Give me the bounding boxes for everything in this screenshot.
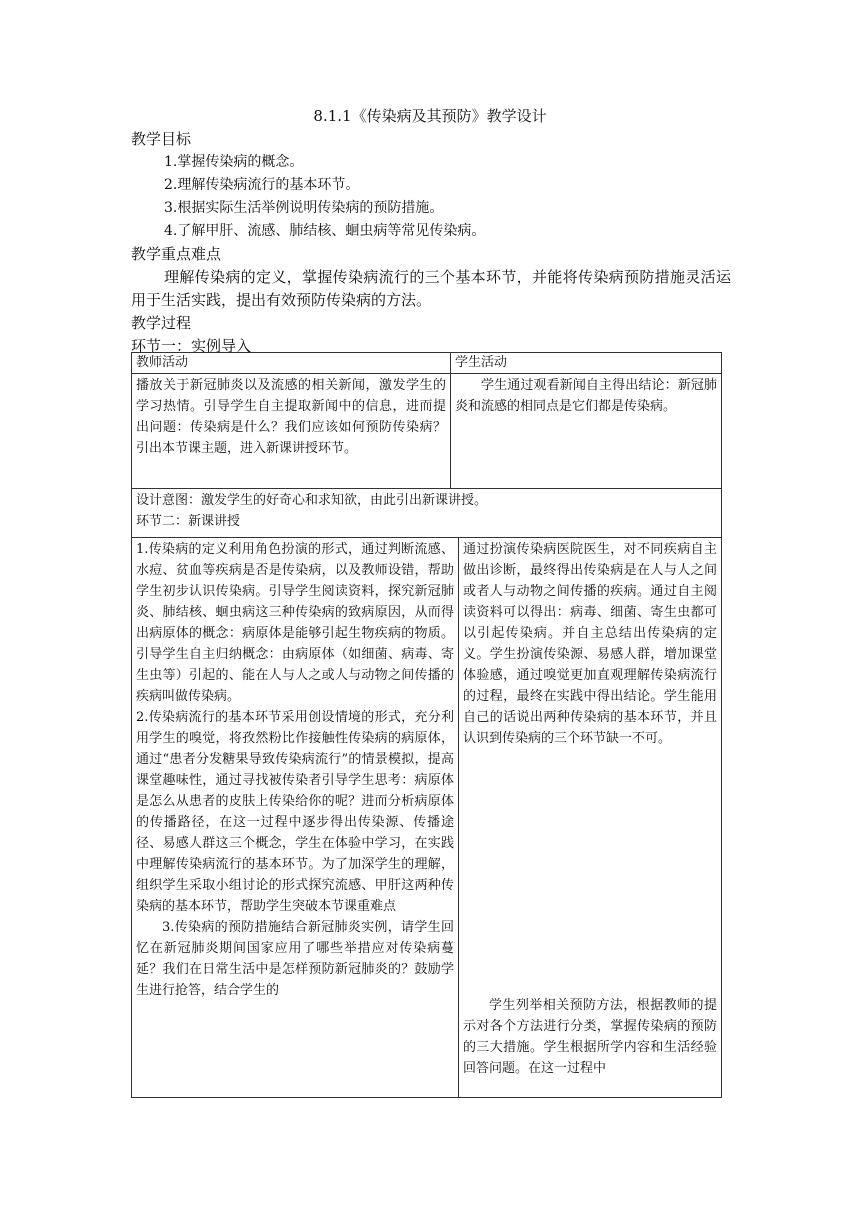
objectives-heading: 教学目标: [131, 130, 192, 148]
table-rule: [132, 488, 721, 489]
key-points-heading: 教学重点难点: [131, 245, 222, 263]
design-intent-cell: [132, 490, 721, 537]
student-paragraph: 学生列举相关预防方法，根据教师的提示对各个方法进行分类，掌握传染病的预防的三大措施。学生根据所学内容和生活经验回答问题。在这一过程中: [463, 998, 717, 1076]
design-intent-text: 设计意图：激发学生的好奇心和求知欲，由此引出新课讲授。: [136, 493, 488, 508]
activity-table: [131, 352, 722, 1098]
objective-item: 2.理解传染病流行的基本环节。: [164, 177, 360, 193]
document-title: 8.1.1《传染病及其预防》教学设计: [313, 107, 547, 125]
table-rule: [132, 373, 721, 374]
key-points-text: 理解传染病的定义，掌握传染病流行的三个基本环节，并能将传染病预防措施灵活运用于生活实践，提出有效预防传染病的方法。: [131, 268, 731, 309]
objectives-section: [131, 128, 731, 358]
table-rule: [132, 537, 721, 538]
row2-student-cell: [459, 539, 721, 1097]
header-student: 学生活动: [455, 355, 508, 370]
teacher-paragraph: 2.传染病流行的基本环节采用创设情境的形式，充分利用学生的嗅觉，将孜然粉比作接触性传染病的病原体，通过“患者分发糖果导致传染病流行”的情景模拟，提高课堂趣味性，通过寻找被传染者引导学生思考：病原体是怎么从患者的皮肤上传染给你的呢？进而分析病原体的传播路径，在这一过程中逐步得出传染源、传播途径、易感人群这三个概念，学生在体验中学习，在实践中理解传染病流行的基本环节。为了加深学生的理解，组织学生采取小组讨论的形式探究流感、甲肝这两种传染病的基本环节，帮助学生突破本节课重难点: [136, 710, 454, 914]
objective-item: 3.根据实际生活举例说明传染病的预防措施。: [164, 200, 444, 216]
student-paragraph: 通过扮演传染病医院医生，对不同疾病自主做出诊断，最终得出传染病是在人与人之间或者人与动物之间传播的疾病。通过自主阅读资料可以得出：病毒、细菌、寄生虫都可以引起传染病。并自主总结出传染病的定义。学生扮演传染源、易感人群，增加课堂体验感，通过嗅觉更加直观理解传染病流行的过程，最终在实践中得出结论。学生能用自己的话说出两种传染病的基本环节，并且认识到传染病的三个环节缺一不可。: [463, 542, 717, 746]
step1-heading: 环节一：实例导入: [131, 337, 252, 355]
objective-item: 1.掌握传染病的概念。: [164, 154, 304, 170]
row1-student-cell: 学生通过观看新闻自主得出结论：新冠肺炎和流感的相同点是它们都是传染病。: [455, 378, 717, 414]
row1-teacher-cell: 播放关于新冠肺炎以及流感的相关新闻，激发学生的学习热情。引导学生自主提取新闻中的信息，进而提出问题：传染病是什么？我们应该如何预防传染病？引出本节课主题，进入新课讲授环节。: [136, 378, 446, 456]
step2-heading: 环节二：新课讲授: [136, 514, 241, 529]
teacher-paragraph: 3.传染病的预防措施结合新冠肺炎实例，请学生回忆在新冠肺炎期间国家应用了哪些举措应对传染病蔓延？我们在日常生活中是怎样预防新冠肺炎的？鼓励学生进行抢答，结合学生的: [136, 920, 454, 998]
header-teacher: 教师活动: [136, 355, 189, 370]
row2-teacher-cell: [132, 539, 458, 1097]
objective-item: 4.了解甲肝、流感、肺结核、蛔虫病等常见传染病。: [164, 223, 486, 239]
teacher-paragraph: 1.传染病的定义利用角色扮演的形式，通过判断流感、水痘、贫血等疾病是否是传染病，以及教师设错，帮助学生初步认识传染病。引导学生阅读资料，探究新冠肺炎、肺结核、蛔虫病这三种传染病的致病原因，从而得出病原体的概念：病原体是能够引起生物疾病的物质。引导学生自主归纳概念：由病原体（如细菌、病毒、寄生虫等）引起的、能在人与人之或人与动物之间传播的疾病叫做传染病。: [136, 542, 454, 704]
process-heading: 教学过程: [131, 314, 192, 332]
